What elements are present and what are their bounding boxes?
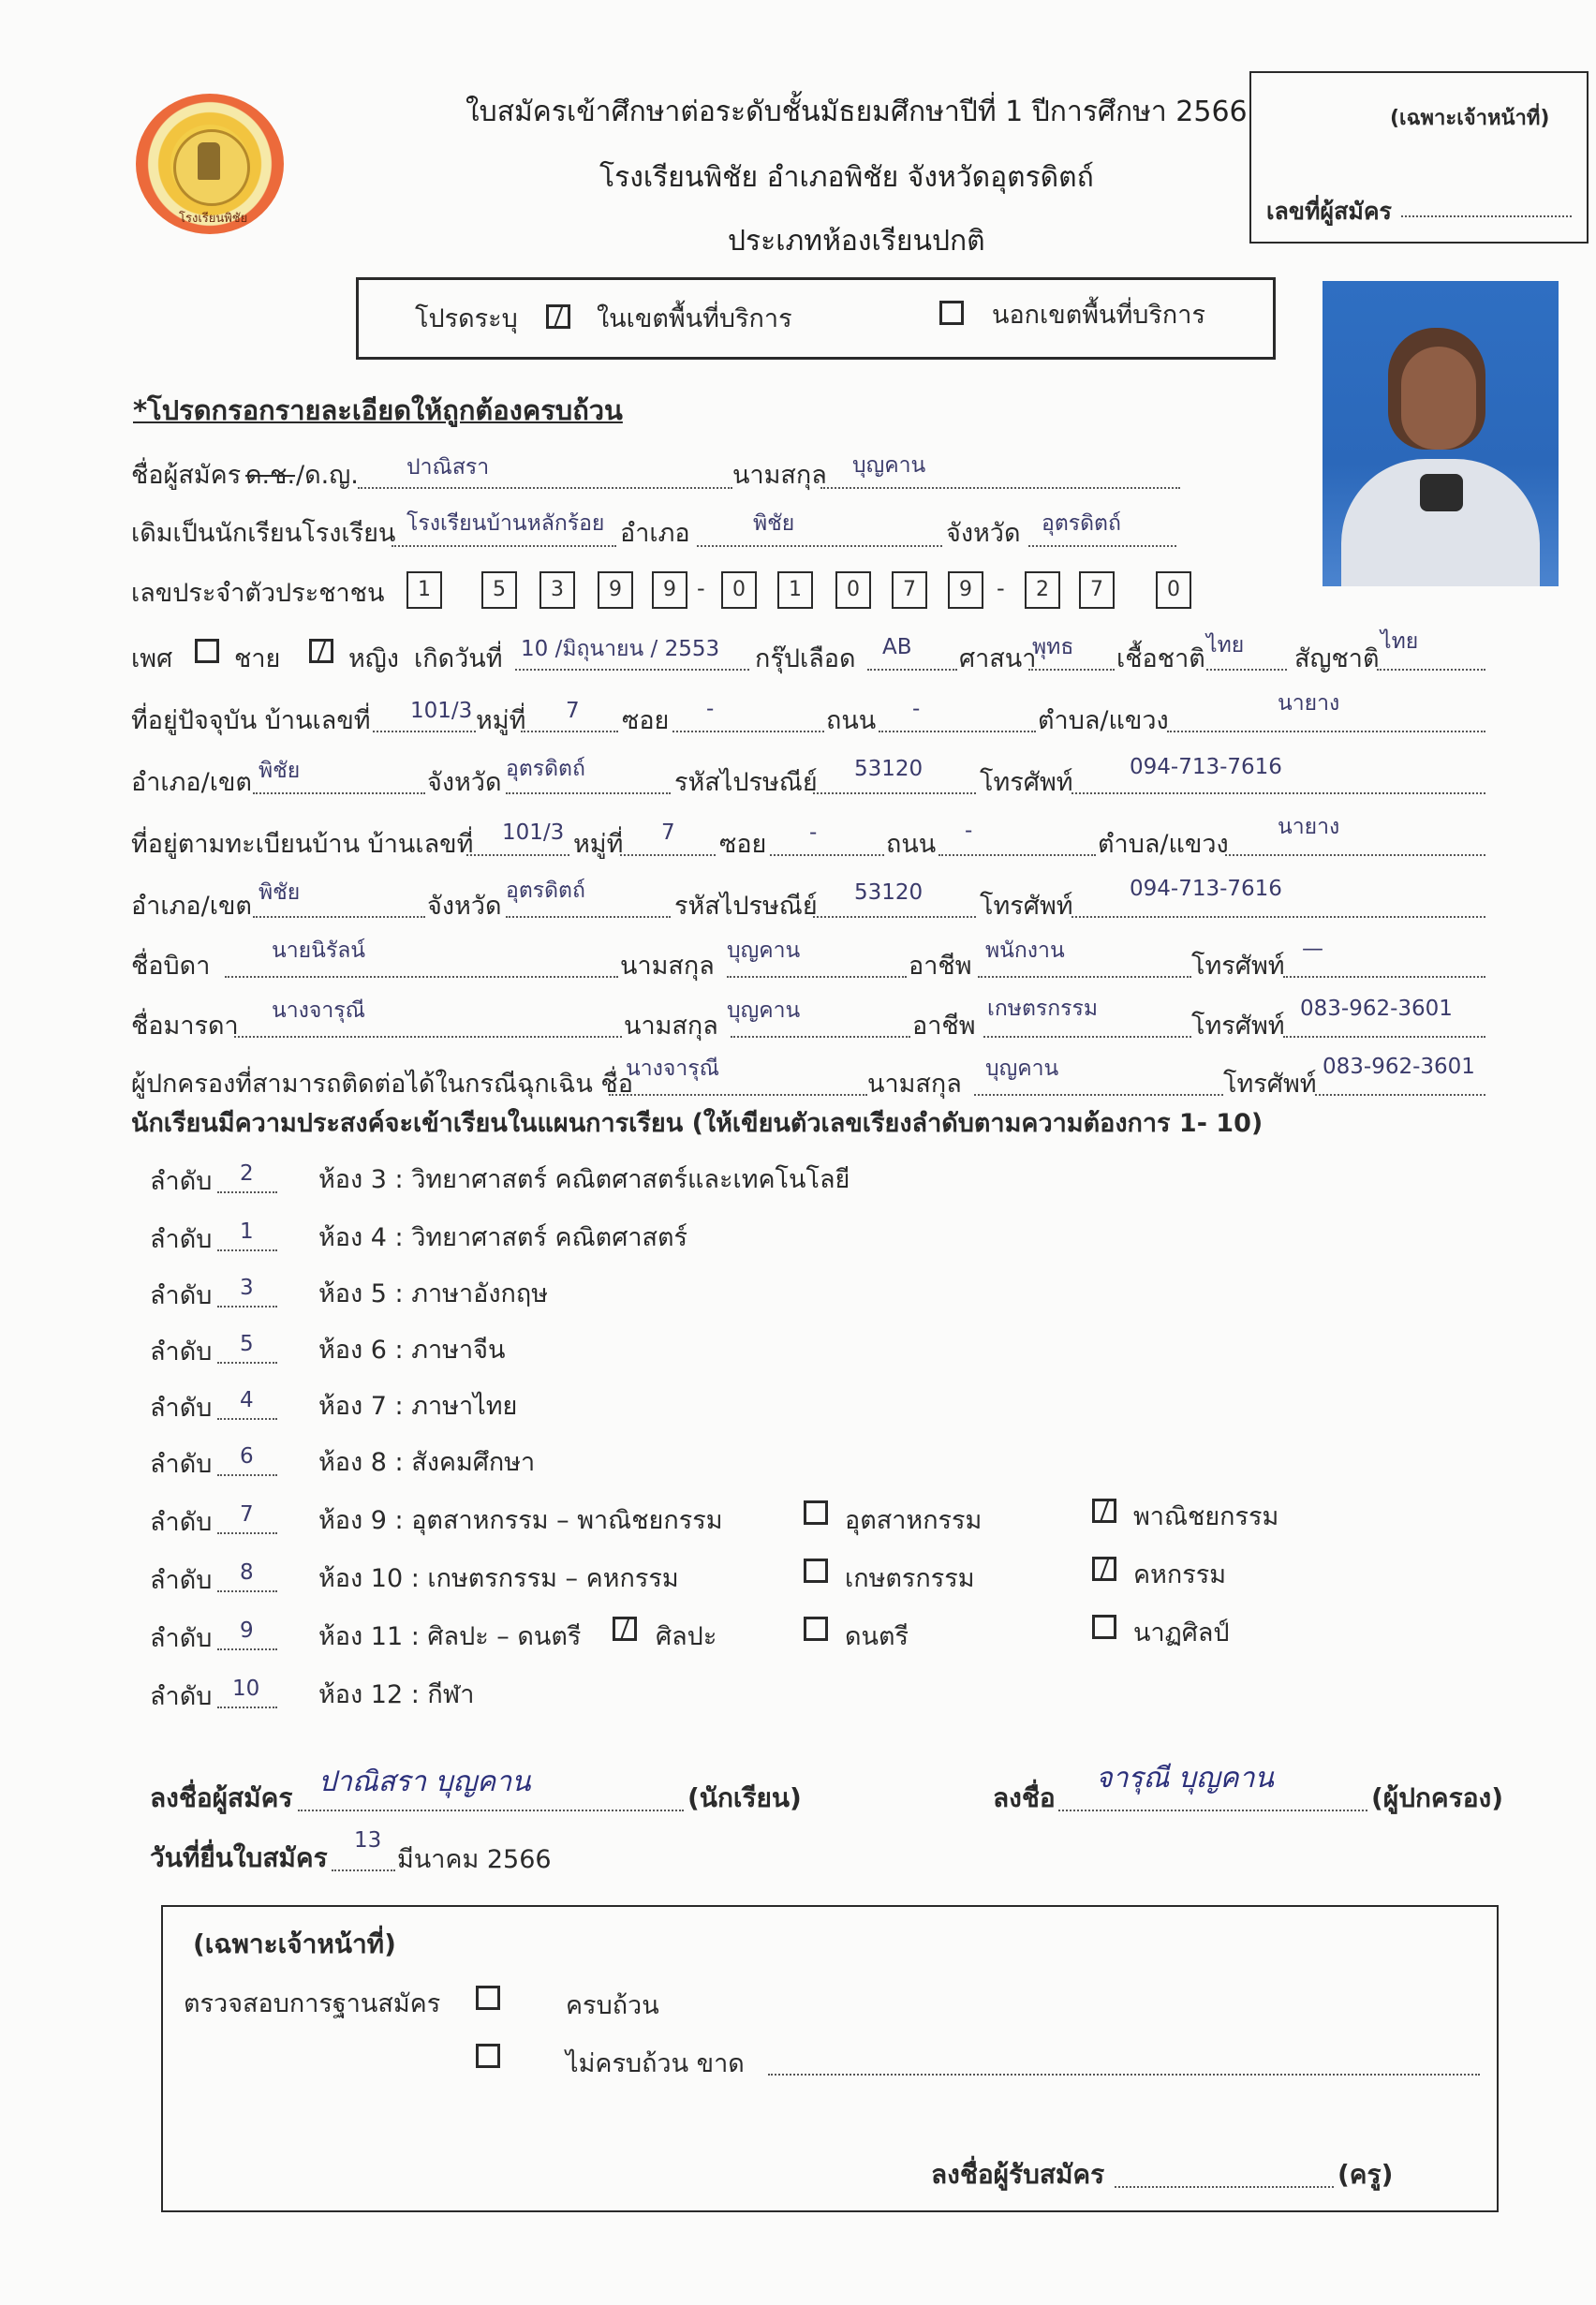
room10-agriculture-checkbox[interactable] <box>804 1559 828 1583</box>
father-surname[interactable]: บุญคาน <box>727 938 801 963</box>
registered-soi[interactable]: - <box>809 820 818 845</box>
father-name-line <box>225 976 618 978</box>
surname[interactable]: บุญคาน <box>852 453 926 478</box>
nationality-label: สัญชาติ <box>1294 644 1380 673</box>
program-heading: นักเรียนมีความประสงค์จะเข้าเรียนในแผนการเรียน (ให้เขียนตัวเลขเรียงลำดับตามความต้องการ 1- 10) <box>131 1109 1264 1138</box>
current-district-line <box>253 792 425 794</box>
out-zone-label: นอกเขตพื้นที่บริการ <box>992 301 1205 330</box>
applicant-name-label: ชื่อผู้สมัคร <box>131 461 242 490</box>
father-job-line <box>978 976 1191 978</box>
registered-subdistrict-label: ตำบล/แขวง <box>1098 830 1229 859</box>
applicant-sign-line <box>298 1810 684 1811</box>
current-soi-line <box>672 731 824 732</box>
room10-homeec-label: คหกรรม <box>1133 1560 1227 1589</box>
rank-line <box>217 1306 277 1308</box>
father-surname-line <box>727 976 907 978</box>
room-label: ห้อง 5 : ภาษาอังกฤษ <box>318 1279 549 1308</box>
registered-subdistrict[interactable]: นายาง <box>1278 815 1340 839</box>
mother-phone-line <box>1283 1036 1485 1038</box>
registered-phone-label: โทรศัพท์ <box>980 892 1073 921</box>
guardian-phone[interactable]: 083-962-3601 <box>1323 1055 1475 1079</box>
photo-tie <box>1420 474 1463 511</box>
registered-phone-line <box>1071 916 1485 918</box>
father-phone[interactable]: — <box>1302 937 1323 961</box>
room-label: ห้อง 12 : กีฬา <box>318 1680 475 1709</box>
room-label: ห้อง 7 : ภาษาไทย <box>318 1392 518 1421</box>
guardian-phone-label: โทรศัพท์ <box>1223 1070 1317 1099</box>
current-house-no[interactable]: 101/3 <box>410 699 473 723</box>
surname-label: นามสกุล <box>732 461 827 490</box>
room9-commerce-label: พาณิชยกรรม <box>1133 1502 1279 1531</box>
registered-district[interactable]: พิชัย <box>259 880 301 905</box>
id-digit[interactable]: 2 <box>1025 571 1060 609</box>
rank-line <box>217 1474 277 1476</box>
current-province[interactable]: อุตรดิตถ์ <box>506 757 585 781</box>
school-name: โรงเรียนพิชัย อำเภอพิชัย จังหวัดอุตรดิตถ์ <box>599 161 1094 194</box>
date-rest: มีนาคม 2566 <box>397 1845 552 1874</box>
father-phone-label: โทรศัพท์ <box>1191 952 1285 981</box>
nationality[interactable]: ไทย <box>1381 629 1419 654</box>
mother-phone[interactable]: 083-962-3601 <box>1300 997 1453 1021</box>
prev-school-line <box>392 545 616 547</box>
prev-district-line <box>697 545 942 547</box>
title-rest: /ด.ญ. <box>296 461 359 490</box>
prev-province-label: จังหวัด <box>946 519 1021 548</box>
rank-line <box>217 1191 277 1193</box>
gender-label: เพศ <box>131 644 173 673</box>
rank-value[interactable]: 7 <box>240 1502 254 1527</box>
mother-phone-label: โทรศัพท์ <box>1191 1012 1285 1041</box>
mother-surname-label: นามสกุล <box>624 1012 718 1041</box>
registered-province-line <box>506 916 671 918</box>
rank-value[interactable]: 10 <box>232 1677 260 1701</box>
current-soi[interactable]: - <box>706 697 715 721</box>
room-label: ห้อง 8 : สังคมศึกษา <box>318 1448 536 1477</box>
receiver-role: (ครู) <box>1337 2159 1394 2190</box>
male-label: ชาย <box>234 644 281 673</box>
id-digit[interactable]: 0 <box>721 571 757 609</box>
applicant-signature[interactable]: ปาณิสรา บุญคาน <box>318 1766 531 1798</box>
rank-label: ลำดับ <box>150 1682 213 1711</box>
registered-soi-label: ซอย <box>719 830 767 859</box>
registered-postcode[interactable]: 53120 <box>854 880 924 905</box>
office-footer-box <box>161 1905 1499 2212</box>
rank-line <box>217 1418 277 1420</box>
registered-road-line <box>938 854 1096 856</box>
religion-line <box>1028 669 1115 671</box>
id-digit[interactable]: 3 <box>539 571 575 609</box>
room11-dance-label: นาฏศิลป์ <box>1133 1618 1230 1647</box>
id-separator: - <box>997 575 1005 601</box>
rank-label: ลำดับ <box>150 1281 213 1310</box>
registered-road[interactable]: - <box>965 819 973 843</box>
religion-label: ศาสนา <box>959 644 1037 673</box>
male-checkbox[interactable] <box>195 639 219 663</box>
registered-house-line <box>466 854 569 856</box>
rank-value[interactable]: 9 <box>240 1618 254 1643</box>
room9-commerce-checkbox[interactable] <box>1092 1499 1116 1523</box>
id-digit[interactable]: 5 <box>481 571 517 609</box>
female-checkbox[interactable] <box>309 639 333 663</box>
applicant-role: (นักเรียน) <box>687 1782 802 1813</box>
id-digit[interactable]: 7 <box>892 571 927 609</box>
guardian-sign-line <box>1058 1810 1367 1811</box>
nationality-line <box>1377 669 1485 671</box>
zone-prompt: โปรดระบุ <box>415 304 518 333</box>
current-postcode-line <box>813 792 976 794</box>
id-digit[interactable]: 9 <box>598 571 633 609</box>
mother-surname-line <box>731 1036 910 1038</box>
rank-value[interactable]: 6 <box>240 1444 254 1469</box>
applicant-no-label: เลขที่ผู้สมัคร <box>1266 198 1392 225</box>
room11-dance-checkbox[interactable] <box>1092 1615 1116 1639</box>
rank-label: ลำดับ <box>150 1337 213 1367</box>
race[interactable]: ไทย <box>1206 633 1245 658</box>
current-district-label: อำเภอ/เขต <box>131 768 252 797</box>
id-digit[interactable]: 9 <box>948 571 983 609</box>
room11-art-checkbox[interactable] <box>613 1617 637 1641</box>
guardian-surname[interactable]: บุญคาน <box>985 1056 1059 1081</box>
receiver-label: ลงชื่อผู้รับสมัคร <box>931 2159 1105 2190</box>
complete-label: ครบถ้วน <box>566 1991 659 2020</box>
current-moo-label: หมู่ที่ <box>476 706 526 735</box>
rank-value[interactable]: 5 <box>240 1332 254 1356</box>
prev-province[interactable]: อุตรดิตถ์ <box>1042 511 1121 536</box>
blood-group[interactable]: AB <box>882 635 912 659</box>
check-label: ตรวจสอบการฐานสมัคร <box>184 1989 441 2018</box>
current-address-label: ที่อยู่ปัจจุบัน บ้านเลขที่ <box>131 706 371 735</box>
current-postcode-label: รหัสไปรษณีย์ <box>674 768 818 797</box>
birth-label: เกิดวันที่ <box>414 644 503 673</box>
registered-subdistrict-line <box>1225 854 1485 856</box>
rank-label: ลำดับ <box>150 1225 213 1254</box>
current-phone[interactable]: 094-713-7616 <box>1130 755 1282 779</box>
guardian-name[interactable]: นางจารุณี <box>626 1056 719 1081</box>
race-line <box>1206 669 1287 671</box>
date-label: วันที่ยื่นใบสมัคร <box>150 1842 328 1873</box>
guardian-surname-label: นามสกุล <box>867 1070 962 1099</box>
date-day[interactable]: 13 <box>354 1828 382 1853</box>
registered-moo[interactable]: 7 <box>661 820 675 845</box>
registered-moo-line <box>620 854 716 856</box>
rank-line <box>217 1249 277 1251</box>
rank-value[interactable]: 3 <box>240 1276 254 1300</box>
birth-date[interactable]: 10 /มิถุนายน / 2553 <box>521 637 720 661</box>
rank-value[interactable]: 8 <box>240 1560 254 1585</box>
father-surname-label: นามสกุล <box>620 952 715 981</box>
registered-postcode-line <box>813 916 976 918</box>
id-digit[interactable]: 1 <box>777 571 813 609</box>
current-province-label: จังหวัด <box>427 768 502 797</box>
id-digit[interactable]: 0 <box>835 571 871 609</box>
room-label: ห้อง 9 : อุตสาหกรรม – พาณิชยกรรม <box>318 1506 723 1535</box>
office-use-box <box>1249 71 1589 244</box>
current-subdistrict[interactable]: นายาง <box>1278 691 1340 716</box>
guardian-surname-line <box>974 1094 1223 1096</box>
incomplete-checkbox[interactable] <box>476 2044 500 2068</box>
surname-line <box>820 487 1180 489</box>
rank-value[interactable]: 1 <box>240 1219 254 1244</box>
father-name[interactable]: นายนิรัลน์ <box>272 938 366 963</box>
receiver-sign-line[interactable] <box>1115 2186 1334 2188</box>
prev-province-line <box>1028 545 1176 547</box>
registered-soi-line <box>770 854 884 856</box>
school-logo <box>136 94 284 234</box>
room9-industry-label: อุตสาหกรรม <box>845 1506 983 1535</box>
guardian-phone-line <box>1315 1094 1485 1096</box>
rank-label: ลำดับ <box>150 1508 213 1537</box>
rank-label: ลำดับ <box>150 1566 213 1595</box>
out-zone-checkbox[interactable] <box>939 301 964 325</box>
prev-school[interactable]: โรงเรียนบ้านหลักร้อย <box>406 511 605 536</box>
rank-line <box>217 1532 277 1534</box>
current-phone-line <box>1071 792 1485 794</box>
rank-value[interactable]: 4 <box>240 1388 254 1412</box>
id-label: เลขประจำตัวประชาชน <box>131 579 385 608</box>
first-name-line <box>358 487 732 489</box>
mother-job-label: อาชีพ <box>912 1012 976 1041</box>
guardian-role: (ผู้ปกครอง) <box>1371 1782 1503 1813</box>
mother-surname[interactable]: บุญคาน <box>727 998 801 1023</box>
rank-label: ลำดับ <box>150 1394 213 1423</box>
guardian-sign-label: ลงชื่อ <box>993 1782 1056 1813</box>
office-use-label: (เฉพาะเจ้าหน้าที่) <box>1390 107 1550 130</box>
zone-box <box>356 277 1276 360</box>
current-moo[interactable]: 7 <box>566 699 580 723</box>
current-soi-label: ซอย <box>622 706 670 735</box>
guardian-label: ผู้ปกครองที่สามารถติดต่อได้ในกรณีฉุกเฉิน ชื่อ <box>131 1070 633 1099</box>
rank-line <box>217 1362 277 1364</box>
current-province-line <box>506 792 671 794</box>
complete-checkbox[interactable] <box>476 1986 500 2010</box>
current-district[interactable]: พิชัย <box>259 759 301 783</box>
applicant-no-field[interactable] <box>1401 215 1572 217</box>
rank-value[interactable]: 2 <box>240 1161 254 1186</box>
id-separator: - <box>697 575 705 601</box>
rank-line <box>217 1648 277 1650</box>
rank-label: ลำดับ <box>150 1167 213 1196</box>
rank-line <box>217 1707 277 1708</box>
classroom-type: ประเภทห้องเรียนปกติ <box>728 225 985 258</box>
id-digit[interactable]: 1 <box>406 571 442 609</box>
guardian-signature[interactable]: จารุณี บุญคาน <box>1096 1762 1274 1795</box>
father-job-label: อาชีพ <box>909 952 972 981</box>
current-postcode[interactable]: 53120 <box>854 757 924 781</box>
father-job[interactable]: พนักงาน <box>985 938 1065 963</box>
id-digit[interactable]: 9 <box>652 571 687 609</box>
prev-school-label: เดิมเป็นนักเรียนโรงเรียน <box>131 519 396 548</box>
registered-house-no[interactable]: 101/3 <box>502 820 565 845</box>
registered-address-label: ที่อยู่ตามทะเบียนบ้าน บ้านเลขที่ <box>131 830 474 859</box>
form-title: ใบสมัครเข้าศึกษาต่อระดับชั้นมัธยมศึกษาปีที่ 1 ปีการศึกษา 2566 <box>466 96 1248 128</box>
registered-province[interactable]: อุตรดิตถ์ <box>506 879 585 903</box>
birth-line <box>515 669 749 671</box>
applicant-photo <box>1323 281 1559 586</box>
mother-name[interactable]: นางจารุณี <box>272 998 365 1023</box>
race-label: เชื้อชาติ <box>1116 644 1205 673</box>
registered-road-label: ถนน <box>886 830 937 859</box>
registered-postcode-label: รหัสไปรษณีย์ <box>674 892 818 921</box>
registered-province-label: จังหวัด <box>427 892 502 921</box>
office-footer-title: (เฉพาะเจ้าหน้าที่) <box>193 1928 396 1959</box>
logo-figure <box>198 142 220 180</box>
in-zone-checkbox[interactable] <box>546 304 570 329</box>
prev-district[interactable]: พิชัย <box>753 511 795 536</box>
logo-text: โรงเรียนพิชัย <box>179 212 248 226</box>
room-label: ห้อง 11 : ศิลปะ – ดนตรี <box>318 1622 582 1651</box>
current-moo-line <box>521 731 618 732</box>
prev-district-label: อำเภอ <box>620 519 690 548</box>
current-road[interactable]: - <box>912 697 921 721</box>
current-road-label: ถนน <box>826 706 877 735</box>
guardian-name-line <box>609 1094 867 1096</box>
blood-line <box>867 669 957 671</box>
rank-label: ลำดับ <box>150 1624 213 1653</box>
id-digit[interactable]: 7 <box>1079 571 1115 609</box>
first-name[interactable]: ปาณิสรา <box>406 455 490 480</box>
id-digit[interactable]: 0 <box>1156 571 1191 609</box>
in-zone-label: ในเขตพื้นที่บริการ <box>597 304 792 333</box>
registered-moo-label: หมู่ที่ <box>573 830 624 859</box>
registered-district-line <box>253 916 425 918</box>
rank-line <box>217 1590 277 1592</box>
mother-label: ชื่อมารดา <box>131 1012 239 1041</box>
religion[interactable]: พุทธ <box>1032 635 1074 659</box>
room11-music-checkbox[interactable] <box>804 1617 828 1641</box>
photo-face <box>1401 347 1476 450</box>
current-house-line <box>373 731 476 732</box>
room-label: ห้อง 4 : วิทยาศาสตร์ คณิตศาสตร์ <box>318 1223 688 1252</box>
title-strike: ด.ช. <box>245 461 296 490</box>
female-label: หญิง <box>348 644 399 673</box>
mother-job[interactable]: เกษตรกรรม <box>987 997 1099 1021</box>
mother-job-line <box>983 1036 1191 1038</box>
room-label: ห้อง 10 : เกษตรกรรม – คหกรรม <box>318 1564 679 1593</box>
registered-phone[interactable]: 094-713-7616 <box>1130 877 1282 901</box>
current-phone-label: โทรศัพท์ <box>980 768 1073 797</box>
room-label: ห้อง 3 : วิทยาศาสตร์ คณิตศาสตร์และเทคโนโลยี <box>318 1165 850 1194</box>
father-phone-line <box>1283 976 1485 978</box>
father-label: ชื่อบิดา <box>131 952 211 981</box>
room11-music-label: ดนตรี <box>845 1622 909 1651</box>
room9-industry-checkbox[interactable] <box>804 1500 828 1525</box>
instruction: *โปรดกรอกรายละเอียดให้ถูกต้องครบถ้วน <box>133 394 623 426</box>
room11-art-label: ศิลปะ <box>656 1622 717 1651</box>
registered-district-label: อำเภอ/เขต <box>131 892 252 921</box>
incomplete-label: ไม่ครบถ้วน ขาด <box>566 2049 745 2078</box>
date-day-line <box>332 1869 395 1871</box>
mother-name-line <box>234 1036 622 1038</box>
rank-label: ลำดับ <box>150 1450 213 1479</box>
current-subdistrict-label: ตำบล/แขวง <box>1038 706 1169 735</box>
room-label: ห้อง 6 : ภาษาจีน <box>318 1336 506 1365</box>
missing-items-line[interactable] <box>768 2074 1480 2076</box>
room10-homeec-checkbox[interactable] <box>1092 1557 1116 1581</box>
blood-label: กรุ๊ปเลือด <box>755 644 856 673</box>
current-road-line <box>879 731 1036 732</box>
current-subdistrict-line <box>1167 731 1485 732</box>
applicant-sign-label: ลงชื่อผู้สมัคร <box>150 1782 293 1813</box>
room10-agriculture-label: เกษตรกรรม <box>845 1564 975 1593</box>
